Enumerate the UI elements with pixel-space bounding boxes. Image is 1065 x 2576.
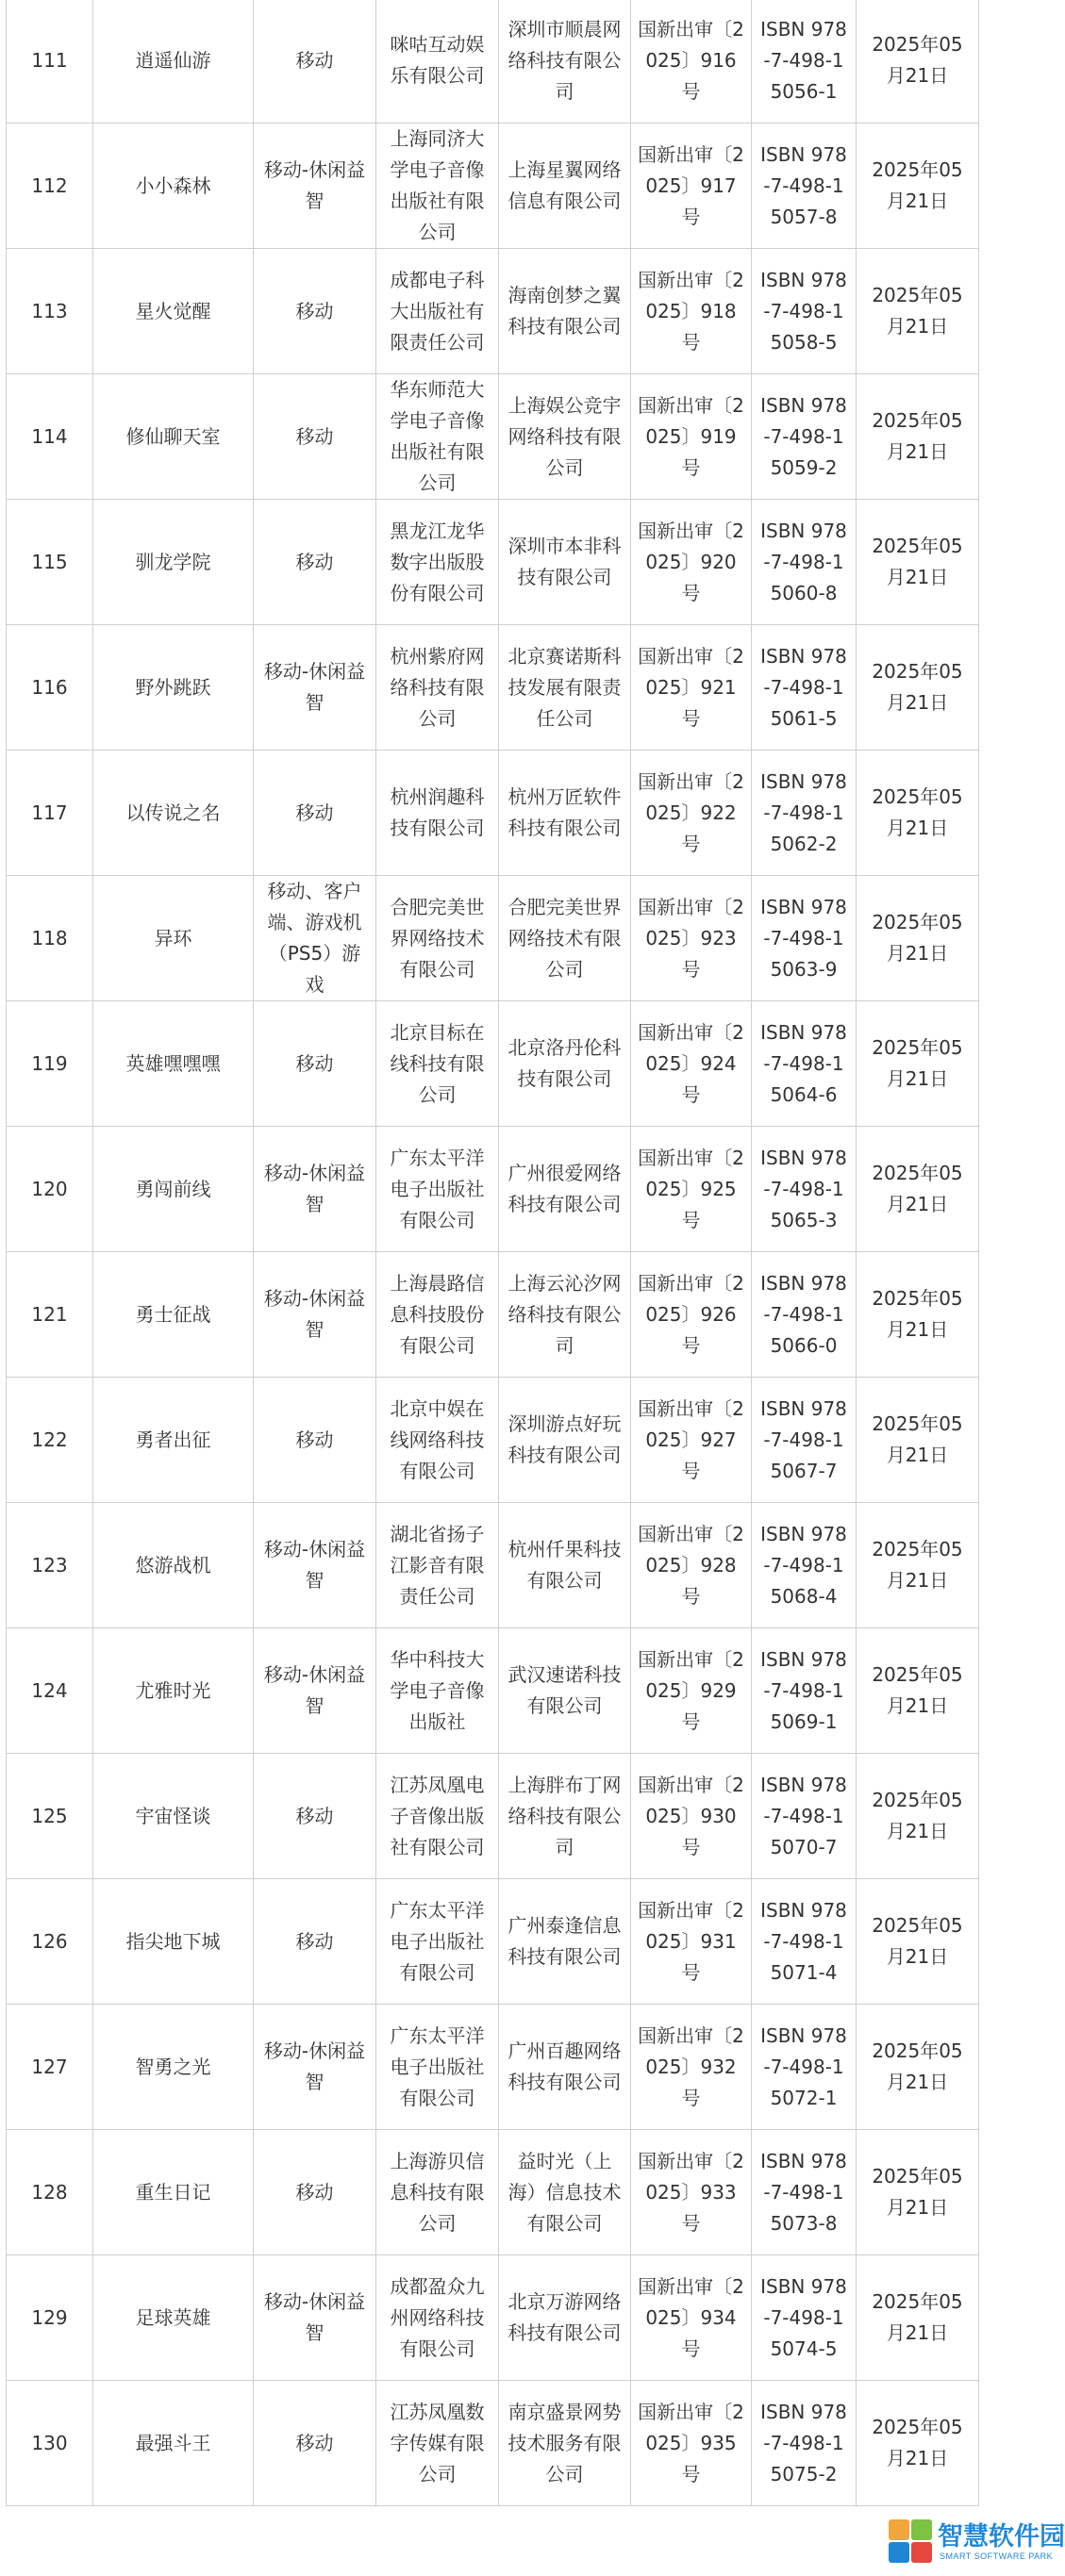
cell-date: 2025年05月21日 xyxy=(857,2005,979,2130)
cell-publisher: 江苏凤凰数字传媒有限公司 xyxy=(376,2381,499,2506)
cell-date: 2025年05月21日 xyxy=(857,124,979,249)
cell-date: 2025年05月21日 xyxy=(857,1252,979,1378)
cell-isbn: ISBN 978-7-498-15065-3 xyxy=(752,1127,857,1252)
cell-approval: 国新出审〔2025〕925号 xyxy=(631,1127,752,1252)
cell-isbn: ISBN 978-7-498-15056-1 xyxy=(752,0,857,124)
cell-publisher: 上海游贝信息科技有限公司 xyxy=(376,2130,499,2255)
cell-category: 移动、客户端、游戏机（PS5）游戏 xyxy=(254,876,376,1001)
cell-no: 120 xyxy=(7,1127,93,1252)
table-row xyxy=(7,500,979,625)
cell-operator: 南京盛景网势技术服务有限公司 xyxy=(499,2381,631,2506)
cell-operator: 杭州万匠软件科技有限公司 xyxy=(499,751,631,876)
cell-date: 2025年05月21日 xyxy=(857,1378,979,1503)
cell-no: 127 xyxy=(7,2005,93,2130)
cell-name: 重生日记 xyxy=(93,2130,254,2255)
cell-publisher: 华中科技大学电子音像出版社 xyxy=(376,1628,499,1754)
watermark-subtitle: SMART SOFTWARE PARK xyxy=(940,2551,1054,2561)
cell-category: 移动 xyxy=(254,500,376,625)
cell-no: 129 xyxy=(7,2255,93,2381)
cell-no: 125 xyxy=(7,1754,93,1879)
cell-category: 移动-休闲益智 xyxy=(254,625,376,751)
cell-publisher: 北京中娱在线网络科技有限公司 xyxy=(376,1378,499,1503)
cell-name: 异环 xyxy=(93,876,254,1001)
cell-operator: 上海星翼网络信息有限公司 xyxy=(499,124,631,249)
cell-date: 2025年05月21日 xyxy=(857,1879,979,2005)
table-row xyxy=(7,374,979,500)
cell-category: 移动 xyxy=(254,1754,376,1879)
cell-isbn: ISBN 978-7-498-15074-5 xyxy=(752,2255,857,2381)
cell-approval: 国新出审〔2025〕920号 xyxy=(631,500,752,625)
cell-category: 移动-休闲益智 xyxy=(254,1127,376,1252)
cell-isbn: ISBN 978-7-498-15075-2 xyxy=(752,2381,857,2506)
cell-category: 移动 xyxy=(254,1378,376,1503)
cell-isbn: ISBN 978-7-498-15068-4 xyxy=(752,1503,857,1628)
cell-approval: 国新出审〔2025〕918号 xyxy=(631,249,752,374)
game-approval-table xyxy=(6,0,979,2506)
cell-date: 2025年05月21日 xyxy=(857,500,979,625)
cell-publisher: 成都盈众九州网络科技有限公司 xyxy=(376,2255,499,2381)
cell-name: 指尖地下城 xyxy=(93,1879,254,2005)
cell-no: 116 xyxy=(7,625,93,751)
cell-name: 足球英雄 xyxy=(93,2255,254,2381)
cell-publisher: 广东太平洋电子出版社有限公司 xyxy=(376,2005,499,2130)
cell-publisher: 杭州润趣科技有限公司 xyxy=(376,751,499,876)
cell-approval: 国新出审〔2025〕917号 xyxy=(631,124,752,249)
cell-category: 移动-休闲益智 xyxy=(254,1252,376,1378)
cell-approval: 国新出审〔2025〕930号 xyxy=(631,1754,752,1879)
cell-isbn: ISBN 978-7-498-15069-1 xyxy=(752,1628,857,1754)
cell-isbn: ISBN 978-7-498-15062-2 xyxy=(752,751,857,876)
cell-operator: 海南创梦之翼科技有限公司 xyxy=(499,249,631,374)
cell-approval: 国新出审〔2025〕933号 xyxy=(631,2130,752,2255)
cell-name: 星火觉醒 xyxy=(93,249,254,374)
cell-no: 130 xyxy=(7,2381,93,2506)
cell-date: 2025年05月21日 xyxy=(857,374,979,500)
table-row xyxy=(7,1378,979,1503)
cell-approval: 国新出审〔2025〕928号 xyxy=(631,1503,752,1628)
cell-publisher: 黑龙江龙华数字出版股份有限公司 xyxy=(376,500,499,625)
cell-category: 移动-休闲益智 xyxy=(254,1503,376,1628)
cell-no: 124 xyxy=(7,1628,93,1754)
cell-category: 移动 xyxy=(254,0,376,124)
cell-operator: 上海云沁汐网络科技有限公司 xyxy=(499,1252,631,1378)
cell-isbn: ISBN 978-7-498-15059-2 xyxy=(752,374,857,500)
cell-approval: 国新出审〔2025〕931号 xyxy=(631,1879,752,2005)
cell-publisher: 成都电子科大出版社有限责任公司 xyxy=(376,249,499,374)
cell-name: 勇闯前线 xyxy=(93,1127,254,1252)
cell-publisher: 华东师范大学电子音像出版社有限公司 xyxy=(376,374,499,500)
cell-no: 112 xyxy=(7,124,93,249)
cell-name: 英雄嘿嘿嘿 xyxy=(93,1001,254,1127)
cell-publisher: 咪咕互动娱乐有限公司 xyxy=(376,0,499,124)
cell-date: 2025年05月21日 xyxy=(857,1628,979,1754)
table-row xyxy=(7,625,979,751)
cell-name: 驯龙学院 xyxy=(93,500,254,625)
cell-date: 2025年05月21日 xyxy=(857,2381,979,2506)
table-row xyxy=(7,1127,979,1252)
cell-date: 2025年05月21日 xyxy=(857,2255,979,2381)
table-row xyxy=(7,1628,979,1754)
cell-operator: 上海胖布丁网络科技有限公司 xyxy=(499,1754,631,1879)
cell-publisher: 上海晨路信息科技股份有限公司 xyxy=(376,1252,499,1378)
cell-date: 2025年05月21日 xyxy=(857,876,979,1001)
table-body xyxy=(7,0,979,2506)
cell-isbn: ISBN 978-7-498-15060-8 xyxy=(752,500,857,625)
cell-category: 移动-休闲益智 xyxy=(254,2005,376,2130)
cell-isbn: ISBN 978-7-498-15072-1 xyxy=(752,2005,857,2130)
cell-isbn: ISBN 978-7-498-15061-5 xyxy=(752,625,857,751)
cell-name: 修仙聊天室 xyxy=(93,374,254,500)
cell-no: 117 xyxy=(7,751,93,876)
cell-publisher: 北京目标在线科技有限公司 xyxy=(376,1001,499,1127)
cell-approval: 国新出审〔2025〕922号 xyxy=(631,751,752,876)
cell-operator: 上海娱公竞宇网络科技有限公司 xyxy=(499,374,631,500)
cell-date: 2025年05月21日 xyxy=(857,249,979,374)
cell-operator: 合肥完美世界网络技术有限公司 xyxy=(499,876,631,1001)
table-row xyxy=(7,1252,979,1378)
cell-category: 移动 xyxy=(254,249,376,374)
cell-no: 128 xyxy=(7,2130,93,2255)
cell-publisher: 湖北省扬子江影音有限责任公司 xyxy=(376,1503,499,1628)
cell-approval: 国新出审〔2025〕935号 xyxy=(631,2381,752,2506)
table-row xyxy=(7,1503,979,1628)
cell-isbn: ISBN 978-7-498-15070-7 xyxy=(752,1754,857,1879)
table-row xyxy=(7,876,979,1001)
cell-operator: 深圳市顺晨网络科技有限公司 xyxy=(499,0,631,124)
table-row xyxy=(7,751,979,876)
cell-category: 移动-休闲益智 xyxy=(254,2255,376,2381)
cell-operator: 北京洛丹伦科技有限公司 xyxy=(499,1001,631,1127)
cell-isbn: ISBN 978-7-498-15067-7 xyxy=(752,1378,857,1503)
cell-operator: 广州很爱网络科技有限公司 xyxy=(499,1127,631,1252)
watermark-title: 智慧软件园 xyxy=(938,2522,1065,2551)
cell-isbn: ISBN 978-7-498-15064-6 xyxy=(752,1001,857,1127)
cell-isbn: ISBN 978-7-498-15073-8 xyxy=(752,2130,857,2255)
cell-category: 移动 xyxy=(254,751,376,876)
cell-approval: 国新出审〔2025〕919号 xyxy=(631,374,752,500)
cell-name: 悠游战机 xyxy=(93,1503,254,1628)
cell-approval: 国新出审〔2025〕934号 xyxy=(631,2255,752,2381)
logo-icon xyxy=(887,2518,934,2565)
table-row xyxy=(7,0,979,124)
cell-no: 121 xyxy=(7,1252,93,1378)
cell-no: 114 xyxy=(7,374,93,500)
cell-operator: 广州百趣网络科技有限公司 xyxy=(499,2005,631,2130)
cell-operator: 北京赛诺斯科技发展有限责任公司 xyxy=(499,625,631,751)
cell-date: 2025年05月21日 xyxy=(857,751,979,876)
cell-name: 以传说之名 xyxy=(93,751,254,876)
cell-isbn: ISBN 978-7-498-15066-0 xyxy=(752,1252,857,1378)
cell-date: 2025年05月21日 xyxy=(857,2130,979,2255)
cell-publisher: 上海同济大学电子音像出版社有限公司 xyxy=(376,124,499,249)
cell-operator: 深圳市本非科技有限公司 xyxy=(499,500,631,625)
cell-date: 2025年05月21日 xyxy=(857,625,979,751)
cell-category: 移动 xyxy=(254,374,376,500)
cell-name: 最强斗王 xyxy=(93,2381,254,2506)
table-row xyxy=(7,2130,979,2255)
cell-approval: 国新出审〔2025〕916号 xyxy=(631,0,752,124)
cell-publisher: 江苏凤凰电子音像出版社有限公司 xyxy=(376,1754,499,1879)
table-row xyxy=(7,2005,979,2130)
cell-name: 宇宙怪谈 xyxy=(93,1754,254,1879)
cell-category: 移动 xyxy=(254,1879,376,2005)
table-row xyxy=(7,1001,979,1127)
table-row xyxy=(7,249,979,374)
cell-isbn: ISBN 978-7-498-15058-5 xyxy=(752,249,857,374)
cell-approval: 国新出审〔2025〕921号 xyxy=(631,625,752,751)
cell-isbn: ISBN 978-7-498-15071-4 xyxy=(752,1879,857,2005)
cell-no: 119 xyxy=(7,1001,93,1127)
cell-name: 勇者出征 xyxy=(93,1378,254,1503)
cell-date: 2025年05月21日 xyxy=(857,1127,979,1252)
cell-name: 尤雅时光 xyxy=(93,1628,254,1754)
cell-operator: 武汉速诺科技有限公司 xyxy=(499,1628,631,1754)
cell-no: 115 xyxy=(7,500,93,625)
cell-no: 122 xyxy=(7,1378,93,1503)
cell-approval: 国新出审〔2025〕929号 xyxy=(631,1628,752,1754)
cell-no: 123 xyxy=(7,1503,93,1628)
table-row xyxy=(7,2381,979,2506)
table-row xyxy=(7,1879,979,2005)
cell-category: 移动 xyxy=(254,2130,376,2255)
cell-publisher: 合肥完美世界网络技术有限公司 xyxy=(376,876,499,1001)
cell-date: 2025年05月21日 xyxy=(857,1001,979,1127)
cell-no: 126 xyxy=(7,1879,93,2005)
cell-operator: 益时光（上海）信息技术有限公司 xyxy=(499,2130,631,2255)
cell-name: 小小森林 xyxy=(93,124,254,249)
cell-no: 113 xyxy=(7,249,93,374)
cell-isbn: ISBN 978-7-498-15063-9 xyxy=(752,876,857,1001)
cell-operator: 杭州仟果科技有限公司 xyxy=(499,1503,631,1628)
cell-publisher: 广东太平洋电子出版社有限公司 xyxy=(376,1879,499,2005)
cell-category: 移动-休闲益智 xyxy=(254,1628,376,1754)
cell-approval: 国新出审〔2025〕932号 xyxy=(631,2005,752,2130)
cell-approval: 国新出审〔2025〕923号 xyxy=(631,876,752,1001)
cell-approval: 国新出审〔2025〕926号 xyxy=(631,1252,752,1378)
cell-date: 2025年05月21日 xyxy=(857,0,979,124)
cell-name: 逍遥仙游 xyxy=(93,0,254,124)
cell-approval: 国新出审〔2025〕924号 xyxy=(631,1001,752,1127)
cell-date: 2025年05月21日 xyxy=(857,1754,979,1879)
table-row xyxy=(7,124,979,249)
cell-operator: 广州泰逢信息科技有限公司 xyxy=(499,1879,631,2005)
cell-name: 野外跳跃 xyxy=(93,625,254,751)
cell-isbn: ISBN 978-7-498-15057-8 xyxy=(752,124,857,249)
cell-operator: 北京万游网络科技有限公司 xyxy=(499,2255,631,2381)
cell-publisher: 广东太平洋电子出版社有限公司 xyxy=(376,1127,499,1252)
cell-approval: 国新出审〔2025〕927号 xyxy=(631,1378,752,1503)
watermark xyxy=(887,2512,1065,2574)
cell-name: 智勇之光 xyxy=(93,2005,254,2130)
cell-no: 111 xyxy=(7,0,93,124)
cell-category: 移动 xyxy=(254,1001,376,1127)
cell-category: 移动 xyxy=(254,2381,376,2506)
cell-date: 2025年05月21日 xyxy=(857,1503,979,1628)
cell-category: 移动-休闲益智 xyxy=(254,124,376,249)
cell-no: 118 xyxy=(7,876,93,1001)
cell-name: 勇士征战 xyxy=(93,1252,254,1378)
table-row xyxy=(7,1754,979,1879)
cell-operator: 深圳游点好玩科技有限公司 xyxy=(499,1378,631,1503)
cell-publisher: 杭州紫府网络科技有限公司 xyxy=(376,625,499,751)
table-row xyxy=(7,2255,979,2381)
